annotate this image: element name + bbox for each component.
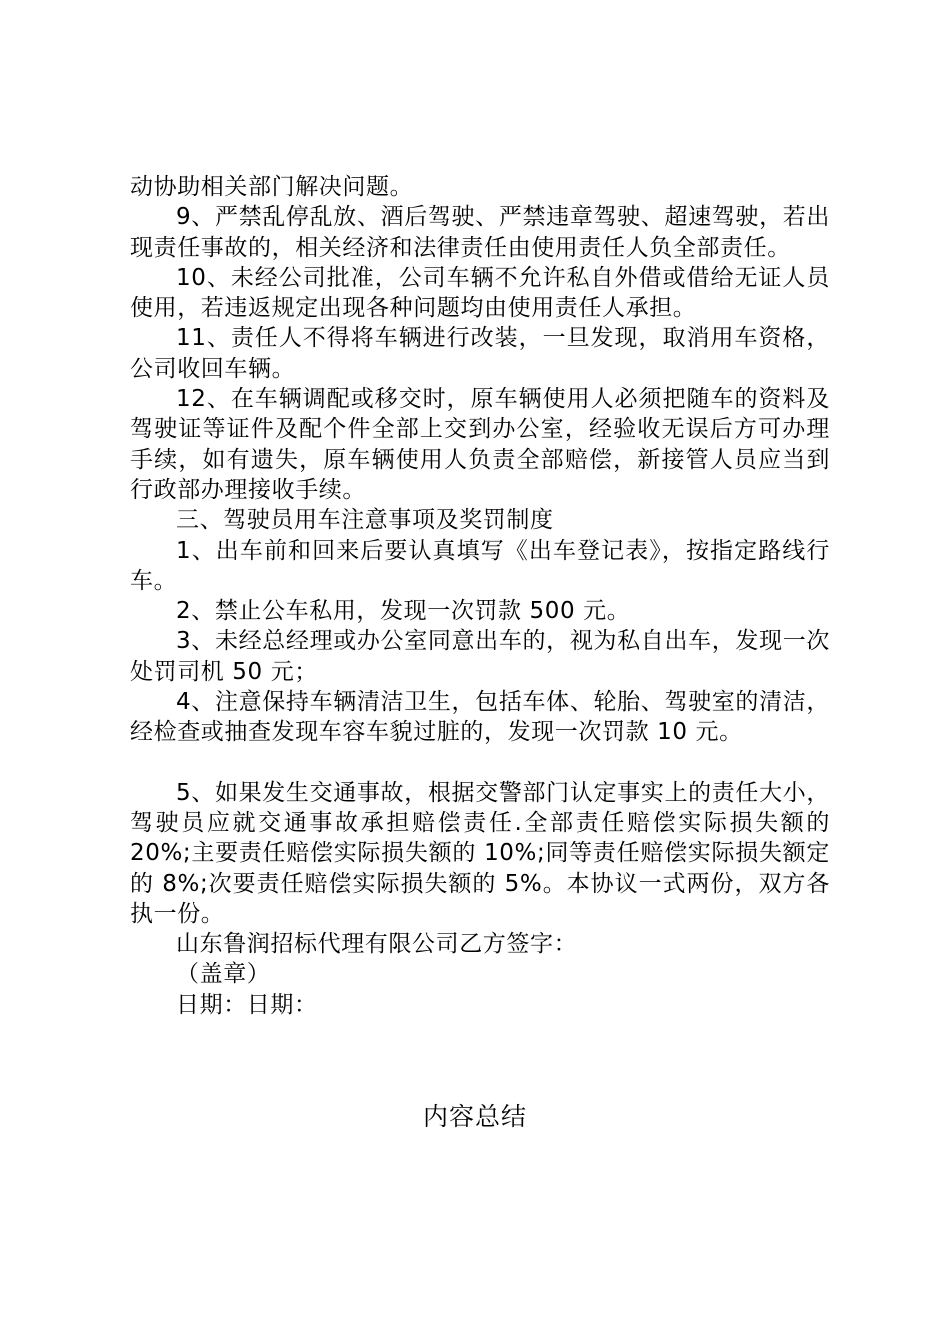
signature-line-seal: （盖章） (176, 961, 271, 988)
paragraph-item-10: 10、未经公司批准，公司车辆不允许私自外借或借给无证人员使用，若违返规定出现各种问题均由使用责任人承担。 (130, 264, 830, 322)
paragraph-rule-2: 2、禁止公车私用，发现一次罚款 500 元。 (176, 598, 631, 625)
paragraph-spacer (130, 748, 830, 778)
paragraph-rule-3: 3、未经总经理或办公室同意出车的，视为私自出车，发现一次处罚司机 50 元； (130, 628, 830, 685)
paragraph-item-9: 9、严禁乱停乱放、酒后驾驶、严禁违章驾驶、超速驾驶，若出现责任事故的，相关经济和法律责任由使用责任人负全部责任。 (130, 204, 830, 261)
signature-line-company: 山东鲁润招标代理有限公司乙方签字： (176, 931, 578, 958)
section-heading-3: 三、驾驶员用车注意事项及奖罚制度 (176, 507, 554, 534)
document-body (130, 172, 830, 1020)
paragraph-continuation: 动协助相关部门解决问题。 (130, 174, 414, 200)
paragraph-item-12: 12、在车辆调配或移交时，原车辆使用人必须把随车的资料及驾驶证等证件及配个件全部上交到办公室，经验收无误后方可办理手续，如有遗失，原车辆使用人负责全部赔偿，新接管人员应当到行政部办理接收手续。 (130, 386, 830, 503)
summary-title: 内容总结 (422, 1102, 527, 1131)
paragraph-rule-4: 4、注意保持车辆清洁卫生，包括车体、轮胎、驾驶室的清洁，经检查或抽查发现车容车貌过脏的，发现一次罚款 10 元。 (130, 689, 830, 746)
paragraph-rule-5: 5、如果发生交通事故，根据交警部门认定事实上的责任大小，驾驶员应就交通事故承担赔偿责任.全部责任赔偿实际损失额的 20%;主要责任赔偿实际损失额的 10%;同等责任赔偿实际损失额定的 8%;次要责任赔偿实际损失额的 5%。本协议一式两份，双方各执一份。 (130, 779, 830, 927)
signature-line-date: 日期：日期： (176, 991, 318, 1018)
paragraph-rule-1: 1、出车前和回来后要认真填写《出车登记表》，按指定路线行车。 (130, 537, 830, 594)
paragraph-item-11: 11、责任人不得将车辆进行改装，一旦发现，取消用车资格，公司收回车辆。 (130, 325, 830, 382)
